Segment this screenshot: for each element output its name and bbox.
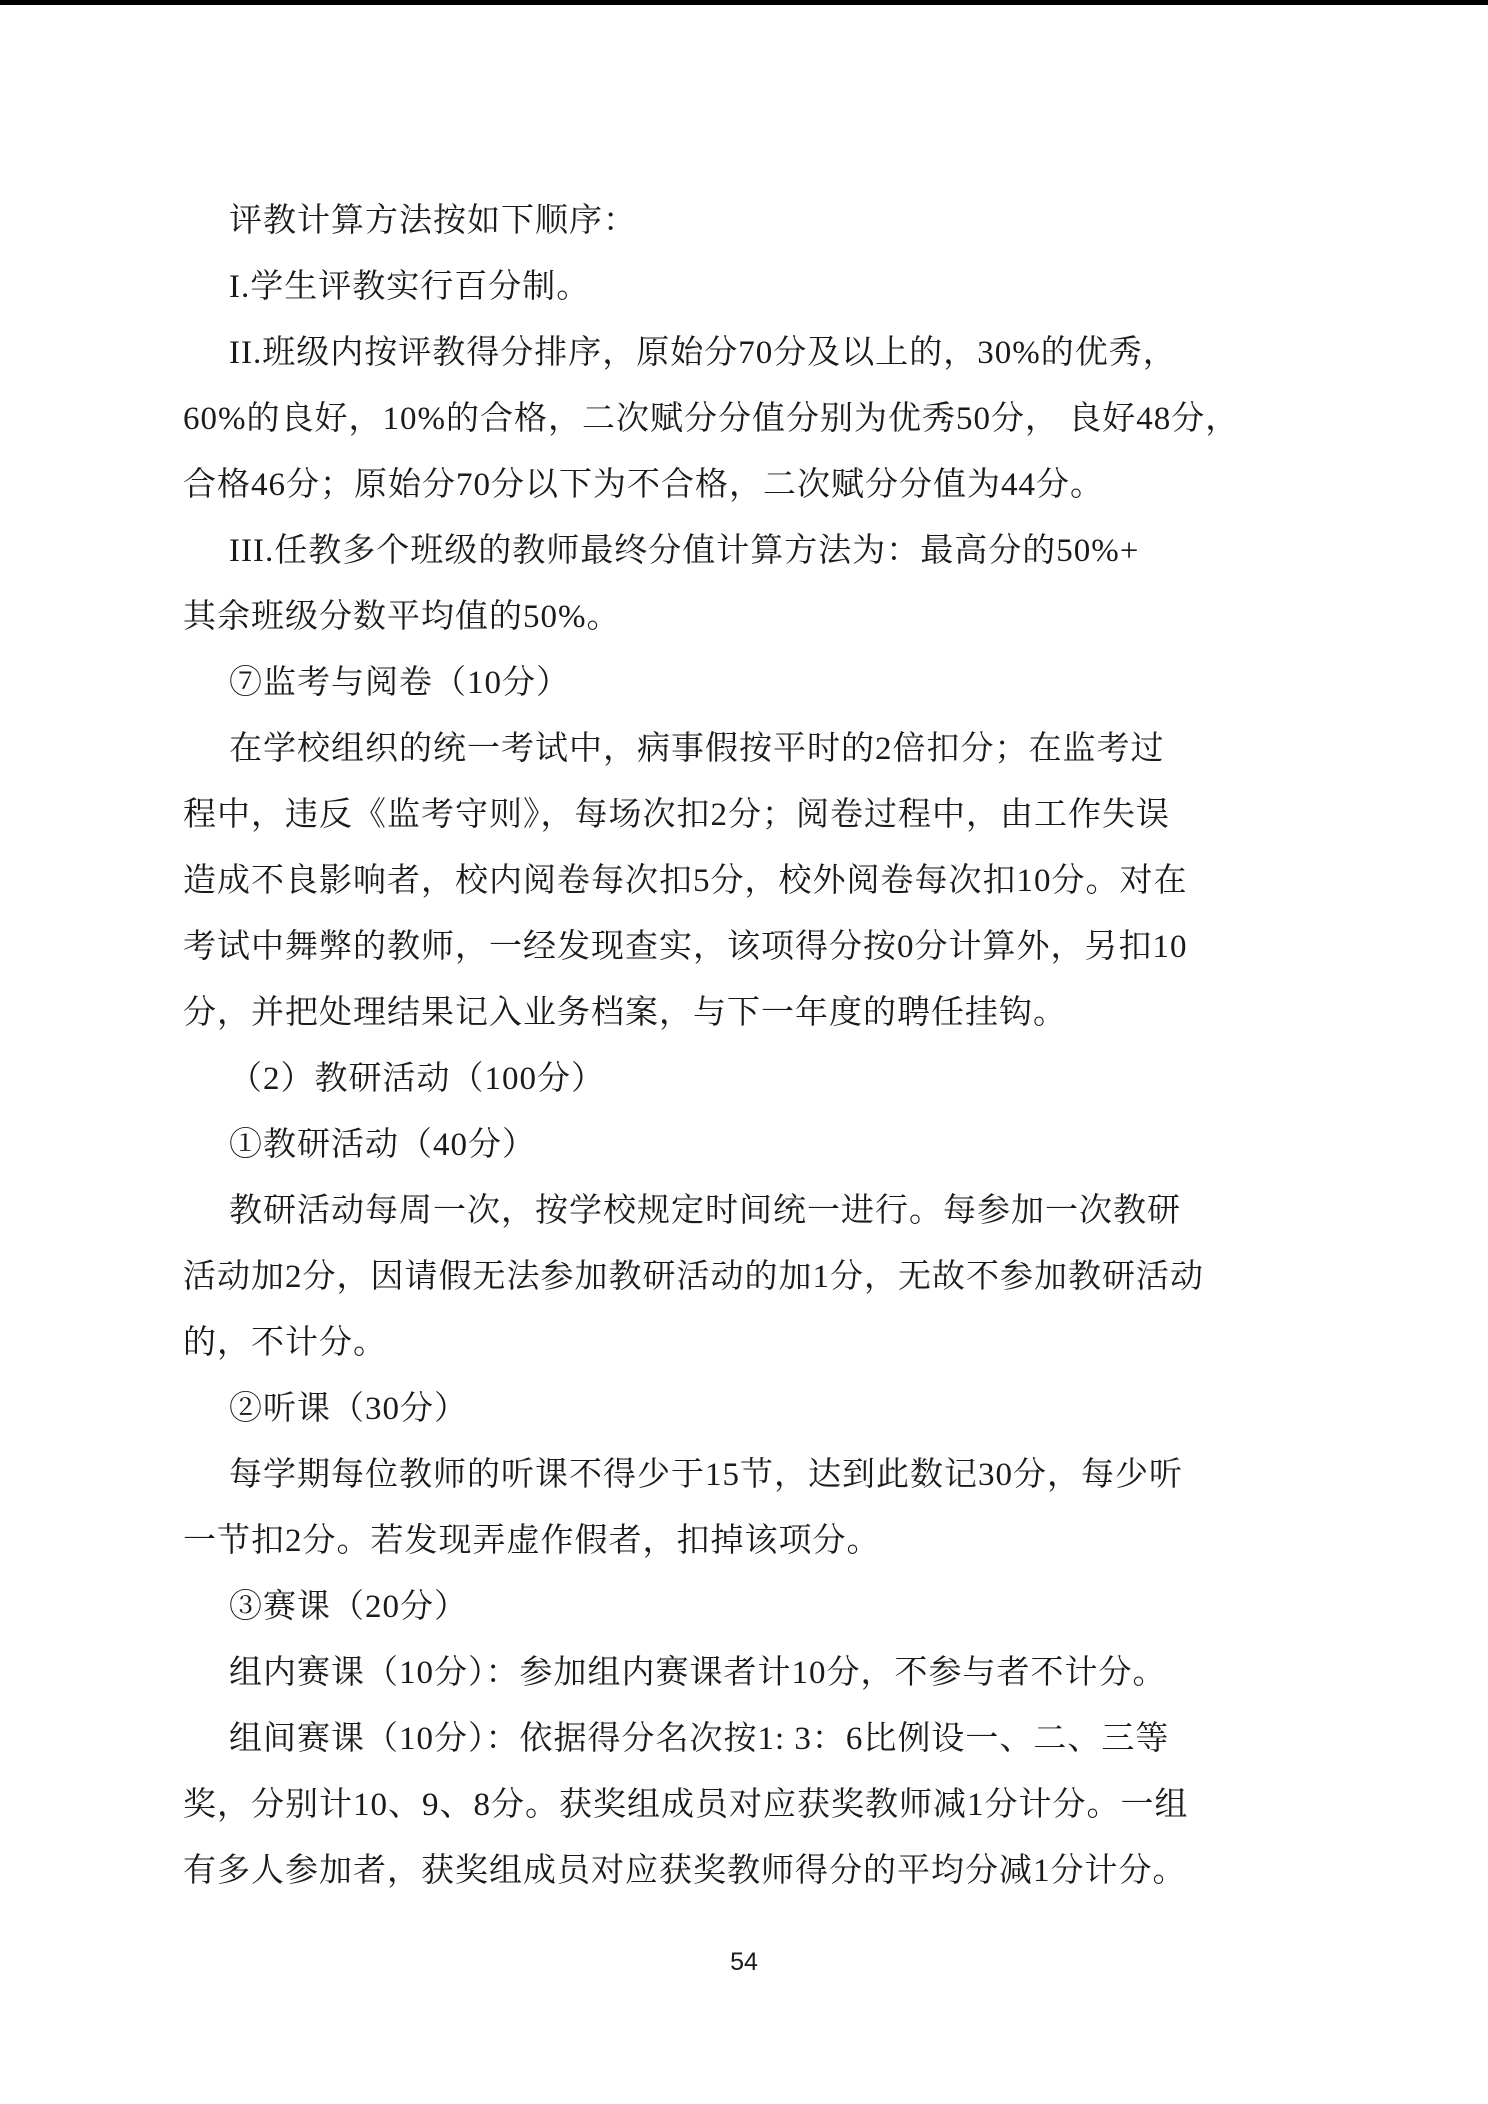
text-line: 一节扣2分。若发现弄虚作假者，扣掉该项分。 [183, 1523, 881, 1559]
text-line: 活动加2分，因请假无法参加教研活动的加1分，无故不参加教研活动 [183, 1259, 1204, 1295]
text-line: 的，不计分。 [183, 1325, 387, 1361]
text-line: 造成不良影响者，校内阅卷每次扣5分，校外阅卷每次扣10分。对在 [183, 863, 1188, 899]
text-line: ⑦监考与阅卷（10分） [229, 665, 570, 701]
text-line: ③赛课（20分） [229, 1589, 468, 1625]
text-line: 分，并把处理结果记入业务档案，与下一年度的聘任挂钩。 [183, 995, 1067, 1031]
text-line: 教研活动每周一次，按学校规定时间统一进行。每参加一次教研 [229, 1193, 1181, 1229]
text-line: 奖，分别计10、9、8分。获奖组成员对应获奖教师减1分计分。一组 [183, 1787, 1189, 1823]
text-line: II.班级内按评教得分排序，原始分70分及以上的，30%的优秀， [229, 335, 1177, 371]
text-line: 考试中舞弊的教师，一经发现查实，该项得分按0分计算外，另扣10 [183, 929, 1188, 965]
text-line: （2）教研活动（100分） [229, 1061, 605, 1097]
text-line: 合格46分；原始分70分以下为不合格，二次赋分分值为44分。 [183, 467, 1104, 503]
text-line: 在学校组织的统一考试中，病事假按平时的2倍扣分；在监考过 [229, 731, 1165, 767]
text-line: 有多人参加者，获奖组成员对应获奖教师得分的平均分减1分计分。 [183, 1853, 1187, 1889]
text-line: 60%的良好，10%的合格，二次赋分分值分别为优秀50分， 良好48分， [183, 401, 1240, 437]
page-top-border [0, 0, 1488, 5]
text-line: III.任教多个班级的教师最终分值计算方法为：最高分的50%+ [229, 533, 1140, 569]
text-line: 组间赛课（10分）：依据得分名次按1: 3：6比例设一、二、三等 [229, 1721, 1170, 1757]
text-line: 程中，违反《监考守则》，每场次扣2分；阅卷过程中，由工作失误 [183, 797, 1170, 833]
page-number: 54 [730, 1948, 758, 1976]
text-line: ①教研活动（40分） [229, 1127, 536, 1163]
text-line: ②听课（30分） [229, 1391, 468, 1427]
text-line: 评教计算方法按如下顺序： [229, 203, 637, 239]
text-line: 组内赛课（10分）：参加组内赛课者计10分，不参与者不计分。 [229, 1655, 1167, 1691]
text-line: 其余班级分数平均值的50%。 [183, 599, 621, 635]
document-body [183, 188, 1338, 1904]
text-line: I.学生评教实行百分制。 [229, 269, 591, 305]
text-line: 每学期每位教师的听课不得少于15节，达到此数记30分，每少听 [229, 1457, 1183, 1493]
